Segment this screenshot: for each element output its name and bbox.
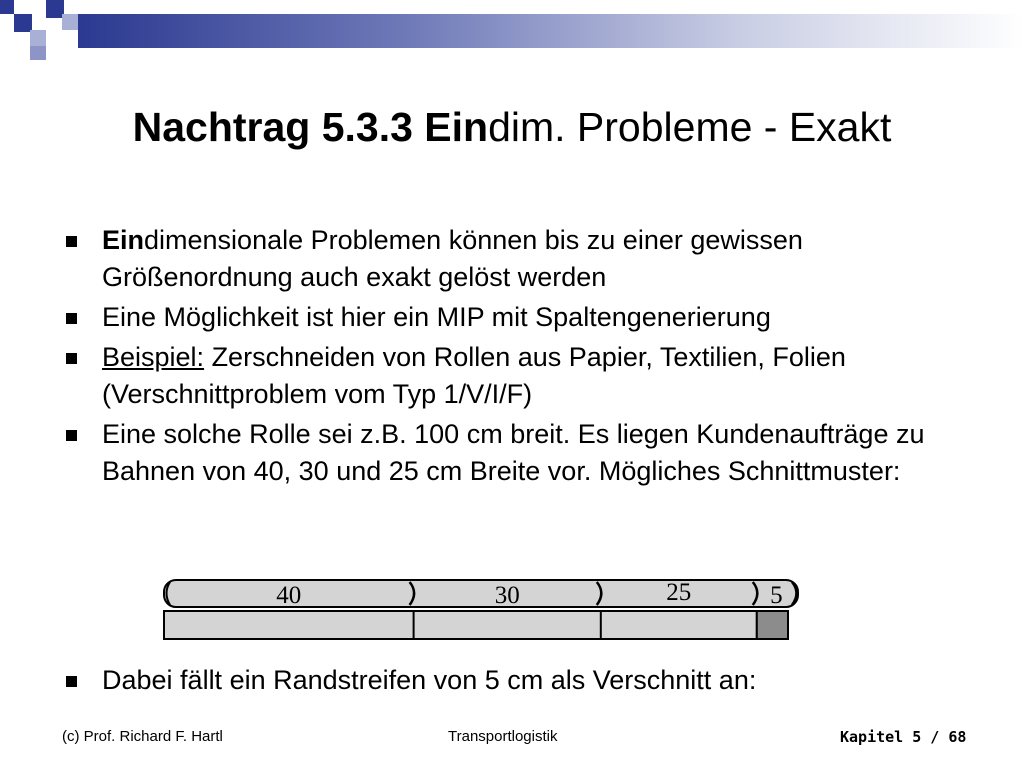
bullet-item <box>62 662 962 699</box>
segment-label: 25 <box>666 579 692 606</box>
deco-square <box>0 0 14 14</box>
cutting-pattern-diagram <box>160 575 810 645</box>
waste-strip <box>757 611 788 639</box>
bullet-item <box>62 222 962 296</box>
footer-course: Transportlogistik <box>448 728 558 745</box>
bullet-text: dimensionale Problemen können bis zu einer gewissen Größenordnung auch exakt gelöst werden <box>102 225 803 292</box>
deco-square <box>62 14 78 30</box>
bullet-item <box>62 299 962 336</box>
bullet-text: Eine solche Rolle sei z.B. 100 cm breit. Es liegen Kundenaufträge zu Bahnen von 40, 30 und 25 cm Breite vor. Mögliches Schnittmuster: <box>102 419 925 486</box>
bullet-text: Dabei fällt ein Randstreifen von 5 cm als Verschnitt an: <box>102 665 757 695</box>
bullet-square-icon <box>66 353 77 364</box>
bullet-square-icon <box>66 313 77 324</box>
deco-square <box>30 46 46 60</box>
title-bold-part: Nachtrag 5.3.3 Ein <box>132 104 489 150</box>
roll-base <box>164 611 788 639</box>
bullet-text: Zerschneiden von Rollen aus Papier, Textilien, Folien (Verschnittproblem vom Typ 1/V/I/F) <box>102 342 846 409</box>
roll-top <box>164 580 798 607</box>
header-gradient-band <box>78 14 1024 48</box>
bullet-square-icon <box>66 430 77 441</box>
segment-label: 40 <box>276 582 302 609</box>
bullet-text: Eine Möglichkeit ist hier ein MIP mit Spaltengenerierung <box>102 302 771 332</box>
title-rest-part: dim. Probleme - Exakt <box>488 104 892 150</box>
bullet-item <box>62 416 962 490</box>
bullet-list-final <box>62 662 962 702</box>
slide-title <box>0 104 1024 151</box>
bullet-square-icon <box>66 236 77 247</box>
bullet-item <box>62 339 962 413</box>
footer-page: Kapitel 5 / 68 <box>840 728 967 746</box>
bullet-bold-prefix: Ein <box>102 225 145 255</box>
bullet-square-icon <box>66 676 77 687</box>
bullet-list <box>62 222 962 493</box>
segment-label: 30 <box>494 582 520 609</box>
deco-square <box>30 30 46 46</box>
bullet-underlined-prefix: Beispiel: <box>102 342 205 372</box>
segment-label: 5 <box>770 582 783 609</box>
footer-author: (c) Prof. Richard F. Hartl <box>62 728 223 745</box>
